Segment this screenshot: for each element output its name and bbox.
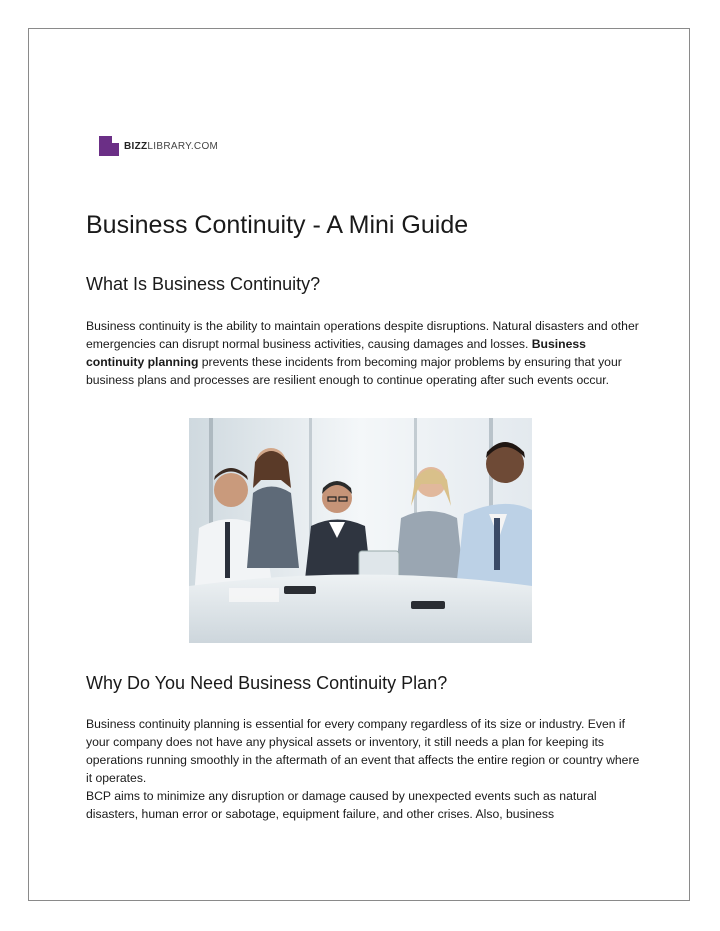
section-why-need-paragraph-2: BCP aims to minimize any disruption or damage caused by unexpected events such as natural disasters, human error or sabotage, equipment failure, and other crises. Also, business: [86, 789, 597, 821]
para-text: Business continuity is the ability to maintain operations despite disruptions. Natural disasters and other emergencies can disrupt normal business activities, causing damages and losses.: [86, 319, 639, 351]
meeting-photo-illustration: [189, 418, 532, 643]
para-text: prevents these incidents from becoming major problems by ensuring that your business plans and processes are resilient enough to continue operating after such events occur.: [86, 355, 622, 387]
section-heading-what-is: What Is Business Continuity?: [86, 274, 321, 294]
logo-brand-bold: BIZZ: [124, 140, 148, 152]
bcp-bold-term: Business continuity planning: [86, 337, 586, 369]
section-what-is-paragraph: [86, 317, 646, 389]
business-meeting-photo: [189, 418, 532, 643]
section-heading-why-need: Why Do You Need Business Continuity Plan?: [86, 673, 448, 693]
logo-wordmark: [124, 141, 218, 152]
bizzlibrary-logo: [99, 135, 218, 157]
section-why-need-paragraph-1: Business continuity planning is essential for every company regardless of its size or industry. Even if your company does not have any physical assets or inventory, it still needs a plan for keeping its operations running smoothly in the aftermath of an event that affects the entire region or country where it operates.: [86, 717, 640, 785]
document-title: Business Continuity - A Mini Guide: [86, 211, 469, 239]
document-page: [28, 28, 690, 901]
logo-brand-rest: LIBRARY.COM: [147, 140, 219, 152]
bizzlibrary-logo-mark-icon: [99, 136, 119, 156]
